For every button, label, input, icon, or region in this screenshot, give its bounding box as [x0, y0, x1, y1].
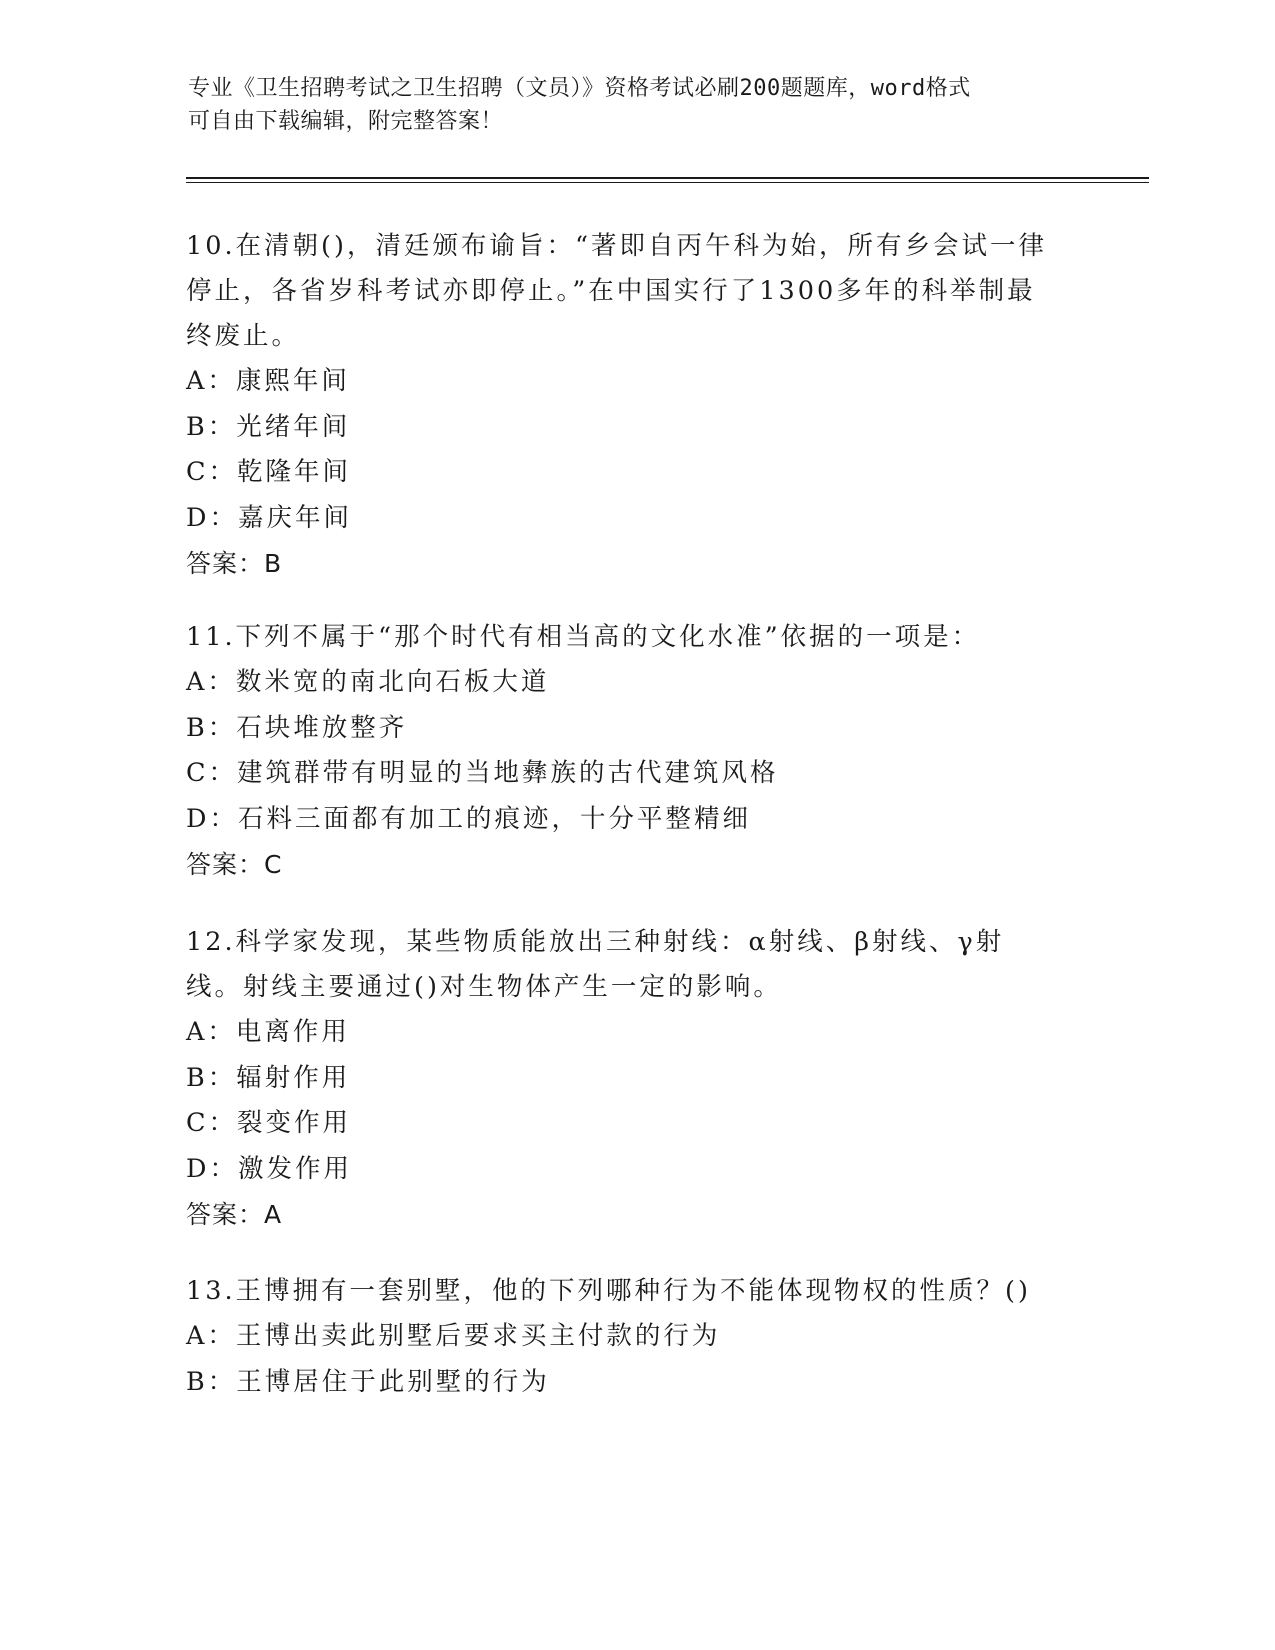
- option-c: C：乾隆年间: [186, 457, 352, 487]
- stem-line: 11.下列不属于“那个时代有相当高的文化水准”依据的一项是：: [186, 622, 981, 652]
- option-d: D：嘉庆年间: [186, 502, 352, 533]
- header-line-2: 可自由下载编辑，附完整答案！: [188, 109, 504, 134]
- question-stem: [186, 615, 1086, 660]
- answer: 答案：C: [186, 850, 283, 879]
- option-b: B：光绪年间: [186, 411, 351, 442]
- stem-line: 终废止。: [186, 321, 301, 351]
- option-a: A：电离作用: [186, 1017, 350, 1047]
- option-b: B：辐射作用: [186, 1062, 351, 1093]
- question-11: [186, 615, 1086, 888]
- option-a: A：王博出卖此别墅后要求买主付款的行为: [186, 1321, 721, 1351]
- question-13: [186, 1269, 1086, 1405]
- stem-line: 12.科学家发现，某些物质能放出三种射线：α射线、β射线、γ射: [186, 927, 1005, 957]
- question-stem: [186, 1269, 1086, 1314]
- option-a: A：康熙年间: [186, 366, 350, 396]
- option-a: A：数米宽的南北向石板大道: [186, 667, 550, 697]
- answer: 答案：B: [186, 549, 283, 578]
- header-line-1: 专业《卫生招聘考试之卫生招聘（文员）》资格考试必刷200题题库，word格式: [188, 76, 971, 101]
- option-c: C：裂变作用: [186, 1108, 352, 1138]
- option-b: B：王博居住于此别墅的行为: [186, 1366, 550, 1397]
- option-d: D：石料三面都有加工的痕迹，十分平整精细: [186, 803, 751, 834]
- answer: 答案：A: [186, 1200, 283, 1229]
- question-stem: [186, 920, 1086, 1010]
- stem-line: 停止，各省岁科考试亦即停止。”在中国实行了1300多年的科举制最: [186, 276, 1036, 306]
- stem-line: 13.王博拥有一套别墅，他的下列哪种行为不能体现物权的性质？(): [186, 1276, 1031, 1306]
- stem-line: 线。射线主要通过()对生物体产生一定的影响。: [186, 972, 782, 1002]
- option-d: D：激发作用: [186, 1153, 352, 1184]
- question-12: [186, 920, 1086, 1238]
- header-divider-thin: [186, 182, 1149, 183]
- document-header: [188, 72, 1068, 138]
- option-b: B：石块堆放整齐: [186, 712, 408, 743]
- question-10: [186, 224, 1086, 587]
- question-stem: [186, 224, 1086, 359]
- header-divider-thick: [186, 177, 1149, 179]
- stem-line: 10.在清朝()，清廷颁布谕旨：“著即自丙午科为始，所有乡会试一律: [186, 231, 1047, 261]
- option-c: C：建筑群带有明显的当地彝族的古代建筑风格: [186, 758, 779, 788]
